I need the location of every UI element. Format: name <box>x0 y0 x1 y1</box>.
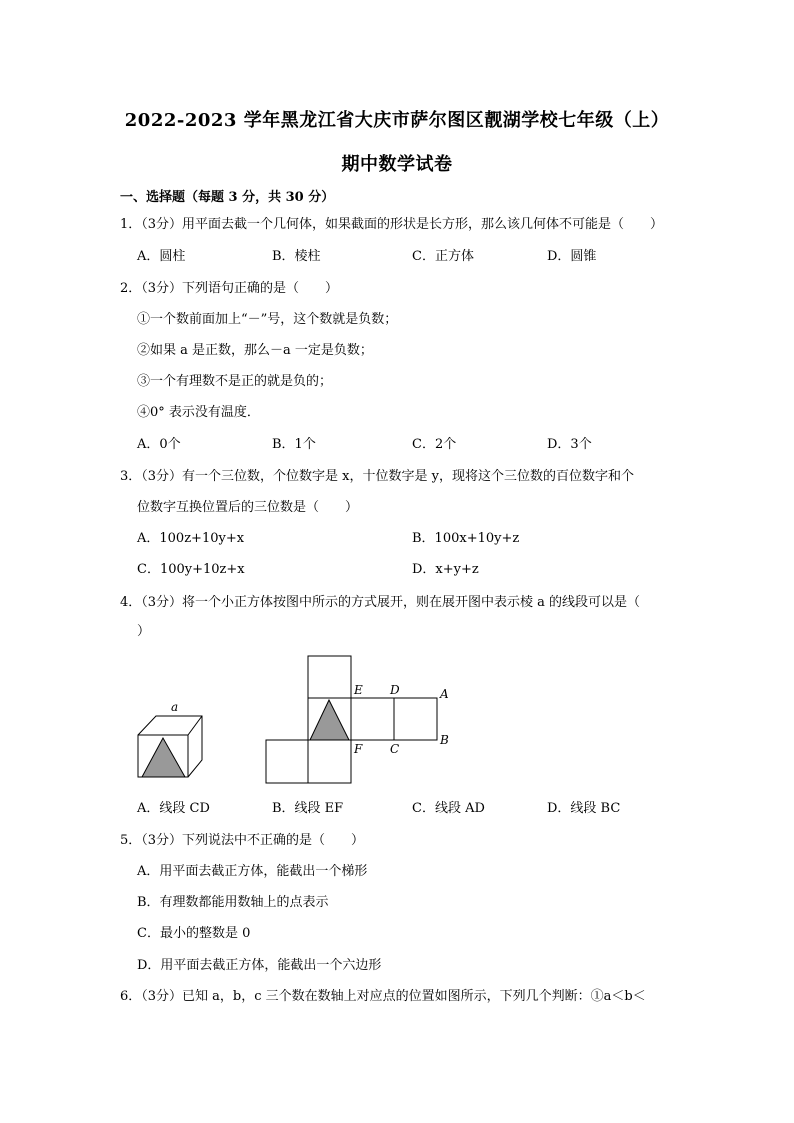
q4-option-d: D．线段 BC <box>547 801 621 816</box>
label-A: A <box>440 687 449 701</box>
q3-option-b: B．100x+10y+z <box>412 531 520 546</box>
question-4-stem-line2: ） <box>137 624 151 639</box>
label-E: E <box>354 683 363 697</box>
q2-statement-2: ②如果 a 是正数，那么－a 一定是负数； <box>137 343 373 358</box>
label-D: D <box>390 683 400 697</box>
q4-option-c: C．线段 AD <box>412 801 485 816</box>
question-2-stem: 2．（3分）下列语句正确的是（ ） <box>120 281 339 296</box>
q2-statement-4: ④0° 表示没有温度． <box>137 405 260 420</box>
section-heading: 一、选择题（每题 3 分，共 30 分） <box>120 190 335 205</box>
q2-option-d: D．3个 <box>547 437 592 452</box>
q3-option-c: C．100y+10z+x <box>137 562 245 577</box>
q1-option-b: B．棱柱 <box>272 249 321 264</box>
q4-option-b: B．线段 EF <box>272 801 344 816</box>
question-3-stem-line1: 3．（3分）有一个三位数，个位数字是 x，十位数字是 y，现将这个三位数的百位数字和个 <box>120 469 634 484</box>
label-B: B <box>440 733 449 747</box>
q5-option-c: C．最小的整数是 0 <box>137 926 251 941</box>
page-title: 2022-2023 学年黑龙江省大庆市萨尔图区靓湖学校七年级（上） <box>124 110 670 131</box>
question-5-stem: 5．（3分）下列说法中不正确的是（ ） <box>120 833 365 848</box>
q2-option-a: A．0个 <box>137 437 181 452</box>
cube-drawing <box>138 716 202 777</box>
cube-net-figure <box>130 650 460 790</box>
net-square-bottom-left <box>266 740 308 783</box>
q4-option-a: A．线段 CD <box>137 801 210 816</box>
q5-option-d: D．用平面去截正方体，能截出一个六边形 <box>137 958 382 973</box>
q2-statement-1: ①一个数前面加上“－”号，这个数就是负数； <box>137 312 398 327</box>
label-F: F <box>354 742 363 756</box>
net-square-bottom <box>308 740 351 783</box>
question-3-stem-line2: 位数字互换位置后的三位数是（ ） <box>137 500 359 515</box>
q2-option-c: C．2个 <box>412 437 457 452</box>
label-C: C <box>390 742 400 756</box>
question-4-stem-line1: 4．（3分）将一个小正方体按图中所示的方式展开，则在展开图中表示棱 a 的线段可以是（ <box>120 595 641 610</box>
page-subtitle: 期中数学试卷 <box>341 154 453 175</box>
q2-option-b: B．1个 <box>272 437 316 452</box>
q1-option-d: D．圆锥 <box>547 249 597 264</box>
q1-option-a: A．圆柱 <box>137 249 186 264</box>
cube-edge-a <box>188 716 202 735</box>
label-a: a <box>171 700 179 714</box>
question-1-stem: 1．（3分）用平面去截一个几何体，如果截面的形状是长方形，那么该几何体不可能是（ ） <box>120 217 664 232</box>
q1-option-c: C．正方体 <box>412 249 474 264</box>
cube-triangle <box>142 738 185 777</box>
q5-option-a: A．用平面去截正方体，能截出一个梯形 <box>137 864 368 879</box>
net-square-top <box>308 656 351 698</box>
q5-option-b: B．有理数都能用数轴上的点表示 <box>137 895 329 910</box>
q2-statement-3: ③一个有理数不是正的就是负的； <box>137 374 333 389</box>
q3-option-d: D．x+y+z <box>412 562 479 577</box>
net-drawing <box>266 656 437 783</box>
net-square-ed <box>351 698 394 740</box>
net-triangle <box>310 700 349 740</box>
q3-option-a: A．100z+10y+x <box>137 531 245 546</box>
question-6-stem: 6．（3分）已知 a，b，c 三个数在数轴上对应点的位置如图所示，下列几个判断：①a＜b＜ <box>120 989 646 1004</box>
net-square-da <box>394 698 437 740</box>
